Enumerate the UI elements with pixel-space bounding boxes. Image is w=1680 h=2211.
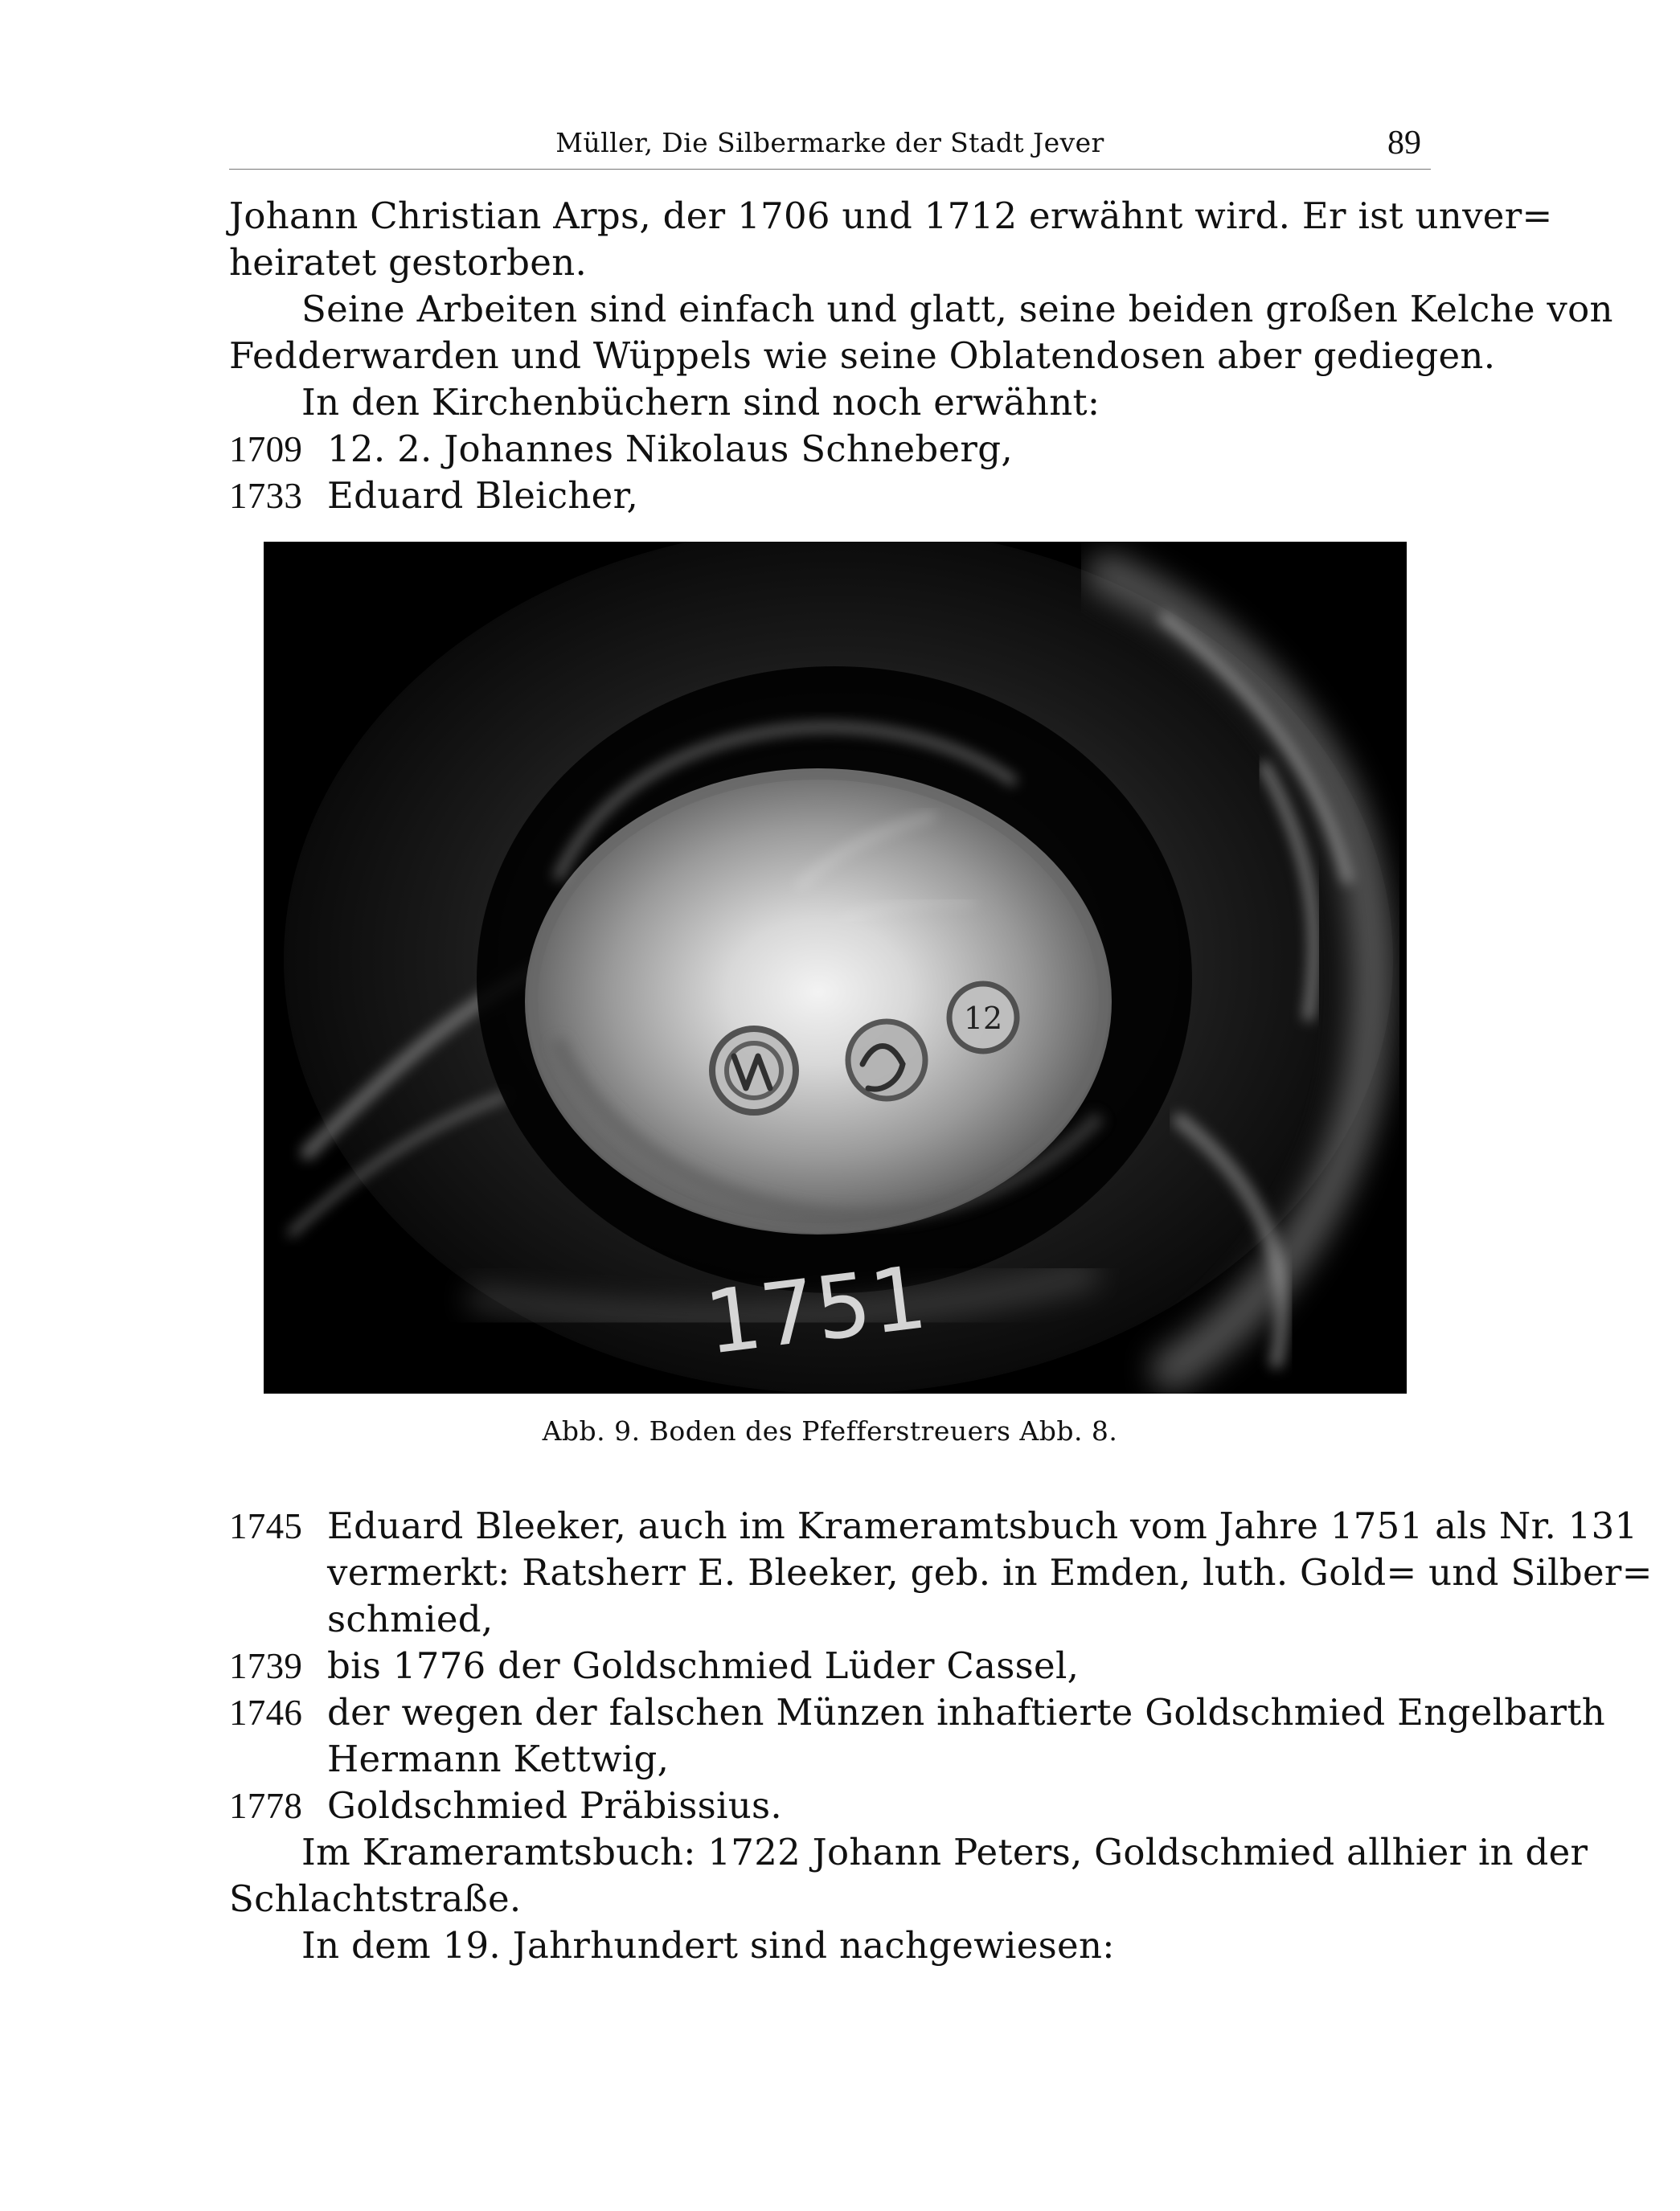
- top-text-block: [229, 193, 1613, 519]
- record-year: 1746: [229, 1693, 303, 1733]
- record-text: der wegen der falschen Münzen inhaftierte Goldschmied Engelbarth: [327, 1691, 1605, 1734]
- record-year: 1733: [229, 476, 303, 516]
- record-year: 1778: [229, 1786, 303, 1826]
- paragraph-line: Fedderwarden und Wüppels wie seine Oblatendosen aber gediegen.: [229, 334, 1496, 377]
- photo-illustration: [264, 542, 1407, 1394]
- record-text: Goldschmied Präbissius.: [327, 1784, 782, 1827]
- inventory-number: 1751: [699, 1247, 932, 1374]
- record-entry: [229, 1643, 1431, 1689]
- running-head: Müller, Die Silbermarke der Stadt Jever: [555, 127, 1104, 158]
- record-entry: [229, 1783, 1431, 1829]
- record-year: 1739: [229, 1646, 303, 1686]
- header-rule: [229, 169, 1431, 170]
- paragraph-line: heiratet gestorben.: [229, 241, 588, 284]
- record-text: Eduard Bleeker, auch im Krameramtsbuch vom Jahre 1751 als Nr. 131: [327, 1505, 1638, 1547]
- paragraph-line: In den Kirchenbüchern sind noch erwähnt:: [301, 381, 1100, 424]
- paragraph-line: Seine Arbeiten sind einfach und glatt, seine beiden großen Kelche von: [301, 288, 1613, 330]
- figure-caption: Abb. 9. Boden des Pfefferstreuers Abb. 8.: [542, 1415, 1118, 1447]
- record-text: bis 1776 der Goldschmied Lüder Cassel,: [327, 1644, 1080, 1687]
- record-entry: [229, 1689, 1605, 1736]
- page-number: 89: [1387, 125, 1421, 162]
- figure-photo: [264, 542, 1407, 1394]
- record-text: 12. 2. Johannes Nikolaus Schneberg,: [327, 428, 1013, 470]
- record-year: 1709: [229, 429, 303, 469]
- record-continuation: schmied,: [327, 1598, 494, 1640]
- record-text: Eduard Bleicher,: [327, 474, 639, 517]
- record-entry: [229, 426, 1431, 473]
- paragraph-line: Im Krameramtsbuch: 1722 Johann Peters, Goldschmied allhier in der: [301, 1831, 1588, 1873]
- paragraph-line: Schlachtstraße.: [229, 1877, 522, 1920]
- paragraph-line: Johann Christian Arps, der 1706 und 1712 erwähnt wird. Er ist unver=: [229, 194, 1553, 237]
- date-mark-number: 12: [963, 1001, 1003, 1036]
- bottom-text-block: [229, 1503, 1653, 1969]
- record-entry: [229, 1503, 1638, 1550]
- record-continuation: Hermann Kettwig,: [327, 1738, 670, 1780]
- record-year: 1745: [229, 1506, 303, 1546]
- paragraph-line: In dem 19. Jahrhundert sind nachgewiesen:: [301, 1924, 1115, 1967]
- record-entry: [229, 473, 1431, 519]
- page-header: [229, 121, 1431, 170]
- record-continuation: vermerkt: Ratsherr E. Bleeker, geb. in Emden, luth. Gold= und Silber=: [327, 1551, 1653, 1594]
